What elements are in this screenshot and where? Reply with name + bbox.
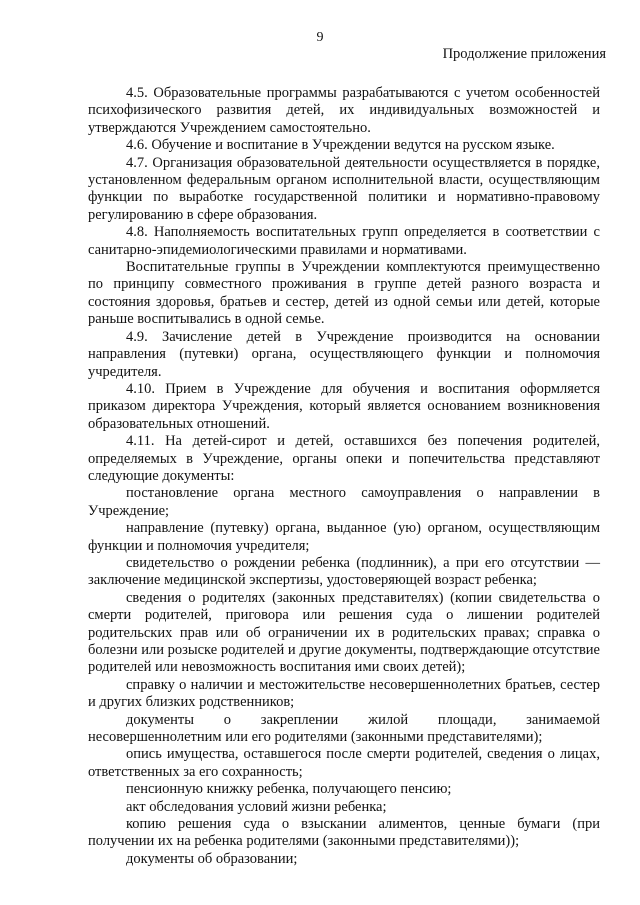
document-list-item: копию решения суда о взыскании алиментов, ценные бумаги (при получении их на ребенка родителями (законными представителями)); bbox=[88, 816, 600, 850]
paragraph-4-7: 4.7. Организация образовательной деятельности осуществляется в порядке, установленном федеральным органом исполнительной власти, осуществляющим функции по выработке государственной политики и нормативно-правовому регулированию в сфере образования. bbox=[88, 154, 600, 223]
paragraph-4-5: 4.5. Образовательные программы разрабатываются с учетом особенностей психофизического развития детей, их индивидуальных возможностей и утверждаются Учреждением самостоятельно. bbox=[88, 85, 600, 136]
document-list-item: документы о закреплении жилой площади, занимаемой несовершеннолетним или его родителями (законными представителями); bbox=[88, 711, 600, 746]
document-list-item: пенсионную книжку ребенка, получающего пенсию; bbox=[126, 781, 452, 798]
document-list-item: документы об образовании; bbox=[126, 850, 298, 867]
paragraph-4-11: 4.11. На детей-сирот и детей, оставшихся без попечения родителей, определяемых в Учреждение, органы опеки и попечительства представляют следующие документы: bbox=[88, 433, 600, 484]
paragraph-groups: Воспитательные группы в Учреждении комплектуются преимущественно по принципу совместного проживания в группе детей разного возраста и состояния здоровья, братьев и сестер, детей из одной семьи или детей, которые раньше воспитывались в одной семье. bbox=[88, 259, 600, 328]
paragraph-4-9: 4.9. Зачисление детей в Учреждение производится на основании направления (путевки) органа, осуществляющего функции и полномочия учредителя. bbox=[88, 328, 600, 380]
document-list-item: акт обследования условий жизни ребенка; bbox=[126, 798, 387, 815]
document-list-item: справку о наличии и местожительстве несовершеннолетних братьев, сестер и других близких родственников; bbox=[88, 676, 600, 711]
document-list-item: опись имущества, оставшегося после смерти родителей, сведения о лицах, ответственных за его сохранность; bbox=[88, 746, 600, 780]
paragraph-4-8: 4.8. Наполняемость воспитательных групп определяется в соответствии с санитарно-эпидемиологическими правилами и нормативами. bbox=[88, 224, 600, 258]
paragraph-4-10: 4.10. Прием в Учреждение для обучения и воспитания оформляется приказом директора Учреждения, который является основанием возникновения образовательных отношений. bbox=[88, 380, 600, 432]
document-list-item: свидетельство о рождении ребенка (подлинник), а при его отсутствии — заключение медицинской экспертизы, удостоверяющей возраст ребенка; bbox=[88, 554, 600, 589]
document-list-item: постановление органа местного самоуправления о направлении в Учреждение; bbox=[88, 485, 600, 519]
appendix-continuation-note: Продолжение приложения bbox=[442, 46, 606, 62]
document-body bbox=[88, 85, 600, 868]
page-number: 9 bbox=[316, 30, 324, 45]
paragraph-4-6: 4.6. Обучение и воспитание в Учреждении ведутся на русском языке. bbox=[126, 137, 555, 154]
document-list-item: сведения о родителях (законных представителях) (копии свидетельства о смерти родителей, приговора или решения суда о лишении родителей родительских прав или об ограничении их в родительских правах; справка о болезни или розыске родителей и другие документы, подтверждающие отсутствие родителей или невозможность воспитания ими своих детей); bbox=[88, 589, 600, 676]
document-list-item: направление (путевку) органа, выданное (ую) органом, осуществляющим функции и полномочия учредителя; bbox=[88, 520, 600, 554]
